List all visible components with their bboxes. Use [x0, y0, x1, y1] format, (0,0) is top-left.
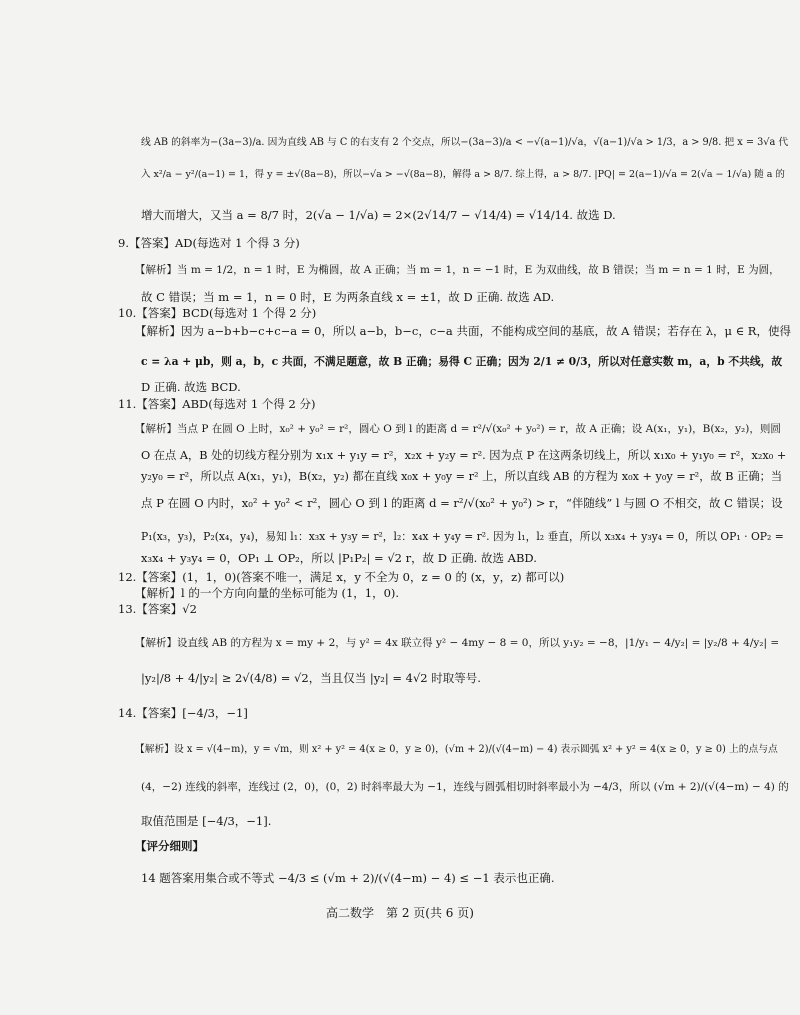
q13-explanation-line-2: |y₂|/8 + 4/|y₂| ≥ 2√(4/8) = √2，当且仅当 |y₂| = 4√2 时取等号. [141, 671, 481, 685]
q8-solution-line-1: 线 AB 的斜率为−(3a−3)/a. 因为直线 AB 与 C 的右支有 2 个交点，所以−(3a−3)/a < −√(a−1)/√a，√(a−1)/√a > 1/3，a > 9/8. 把 x = 3√a 代 [141, 137, 789, 148]
q13-answer: 13.【答案】√2 [118, 602, 197, 616]
q12-answer: 12.【答案】(1，1，0)(答案不唯一，满足 x，y 不全为 0，z = 0 的 (x，y，z) 都可以) [118, 570, 565, 584]
q9-answer: 9.【答案】AD(每选对 1 个得 3 分) [118, 236, 300, 250]
q14-explanation-line-2: (4，−2) 连线的斜率，连线过 (2，0)，(0，2) 时斜率最大为 −1，连线与圆弧相切时斜率最小为 −4/3，所以 (√m + 2)/(√(4−m) − 4) 的 [141, 781, 789, 793]
q8-solution-line-3: 增大而增大，又当 a = 8/7 时，2(√a − 1/√a) = 2×(2√14/7 − √14/4) = √14/14. 故选 D. [141, 208, 616, 222]
q10-explanation-line-2: c = λa + μb，则 a，b，c 共面，不满足题意，故 B 正确；易得 C 正确；因为 2/1 ≠ 0/3，所以对任意实数 m，a，b 不共线，故 [141, 355, 783, 368]
q11-explanation-line-2: O 在点 A，B 处的切线方程分别为 x₁x + y₁y = r²，x₂x + y₂y = r². 因为点 P 在这两条切线上，所以 x₁x₀ + y₁y₀ = r²，x₂x₀ + [141, 449, 787, 462]
q14-explanation-line-1: 【解析】设 x = √(4−m)，y = √m，则 x² + y² = 4(x ≥ 0，y ≥ 0)，(√m + 2)/(√(4−m) − 4) 表示圆弧 x² + y² = 4(x ≥ 0，y ≥ 0) 上的点与点 [135, 744, 778, 755]
q11-explanation-line-3: y₂y₀ = r²，所以点 A(x₁，y₁)，B(x₂，y₂) 都在直线 x₀x + y₀y = r² 上，所以直线 AB 的方程为 x₀x + y₀y = r²，故 B 正确；当 [141, 470, 783, 483]
q10-explanation-line-3: D 正确. 故选 BCD. [141, 380, 241, 394]
q13-explanation-line-1: 【解析】设直线 AB 的方程为 x = my + 2，与 y² = 4x 联立得 y² − 4my − 8 = 0，所以 y₁y₂ = −8，|1/y₁ − 4/y₂| = |y₂/8 + 4/y₂| = [135, 637, 780, 649]
grading-notes-heading: 【评分细则】 [135, 839, 204, 853]
page-footer: 高二数学 第 2 页(共 6 页) [326, 906, 474, 920]
q10-explanation-line-1: 【解析】因为 a−b+b−c+c−a = 0，所以 a−b，b−c，c−a 共面，不能构成空间的基底，故 A 错误；若存在 λ，μ ∈ R，使得 [135, 324, 791, 338]
q11-explanation-line-6: x₃x₄ + y₃y₄ = 0，OP₁ ⊥ OP₂，所以 |P₁P₂| = √2 r，故 D 正确. 故选 ABD. [141, 551, 537, 565]
q11-explanation-line-1: 【解析】当点 P 在圆 O 上时，x₀² + y₀² = r²，圆心 O 到 l 的距离 d = r²/√(x₀² + y₀²) = r，故 A 正确；设 A(x₁，y₁)，B(x₂，y₂)，则圆 [135, 423, 781, 435]
q8-solution-line-2: 入 x²/a − y²/(a−1) = 1，得 y = ±√(8a−8)，所以−√a > −√(8a−8)，解得 a > 8/7. 综上得，a > 8/7. |PQ| = 2(a−1)/√a = 2(√a − 1/√a) 随 a 的 [141, 169, 785, 180]
q9-explanation-line-2: 故 C 错误；当 m = 1，n = 0 时，E 为两条直线 x = ±1，故 D 正确. 故选 AD. [141, 290, 555, 304]
q9-explanation-line-1: 【解析】当 m = 1/2，n = 1 时，E 为椭圆，故 A 正确；当 m = 1，n = −1 时，E 为双曲线，故 B 错误；当 m = n = 1 时，E 为圆， [135, 264, 780, 276]
q10-answer: 10.【答案】BCD(每选对 1 个得 2 分) [118, 306, 317, 320]
q14-answer: 14.【答案】[−4/3，−1] [118, 706, 248, 720]
q11-answer: 11.【答案】ABD(每选对 1 个得 2 分) [118, 397, 316, 411]
q12-explanation: 【解析】l 的一个方向向量的坐标可能为 (1，1，0). [135, 586, 400, 600]
grading-notes-line: 14 题答案用集合或不等式 −4/3 ≤ (√m + 2)/(√(4−m) − 4) ≤ −1 表示也正确. [141, 871, 555, 885]
q14-explanation-line-3: 取值范围是 [−4/3，−1]. [141, 814, 272, 828]
q11-explanation-line-4: 点 P 在圆 O 内时，x₀² + y₀² < r²，圆心 O 到 l 的距离 d = r²/√(x₀² + y₀²) > r，“伴随线” l 与圆 O 不相交，故 C 错误；设 [141, 496, 783, 510]
q11-explanation-line-5: P₁(x₃，y₃)，P₂(x₄，y₄)，易知 l₁：x₃x + y₃y = r²，l₂：x₄x + y₄y = r². 因为 l₁，l₂ 垂直，所以 x₃x₄ + y₃y₄ = 0，所以 OP₁ · OP₂ = [141, 530, 784, 543]
